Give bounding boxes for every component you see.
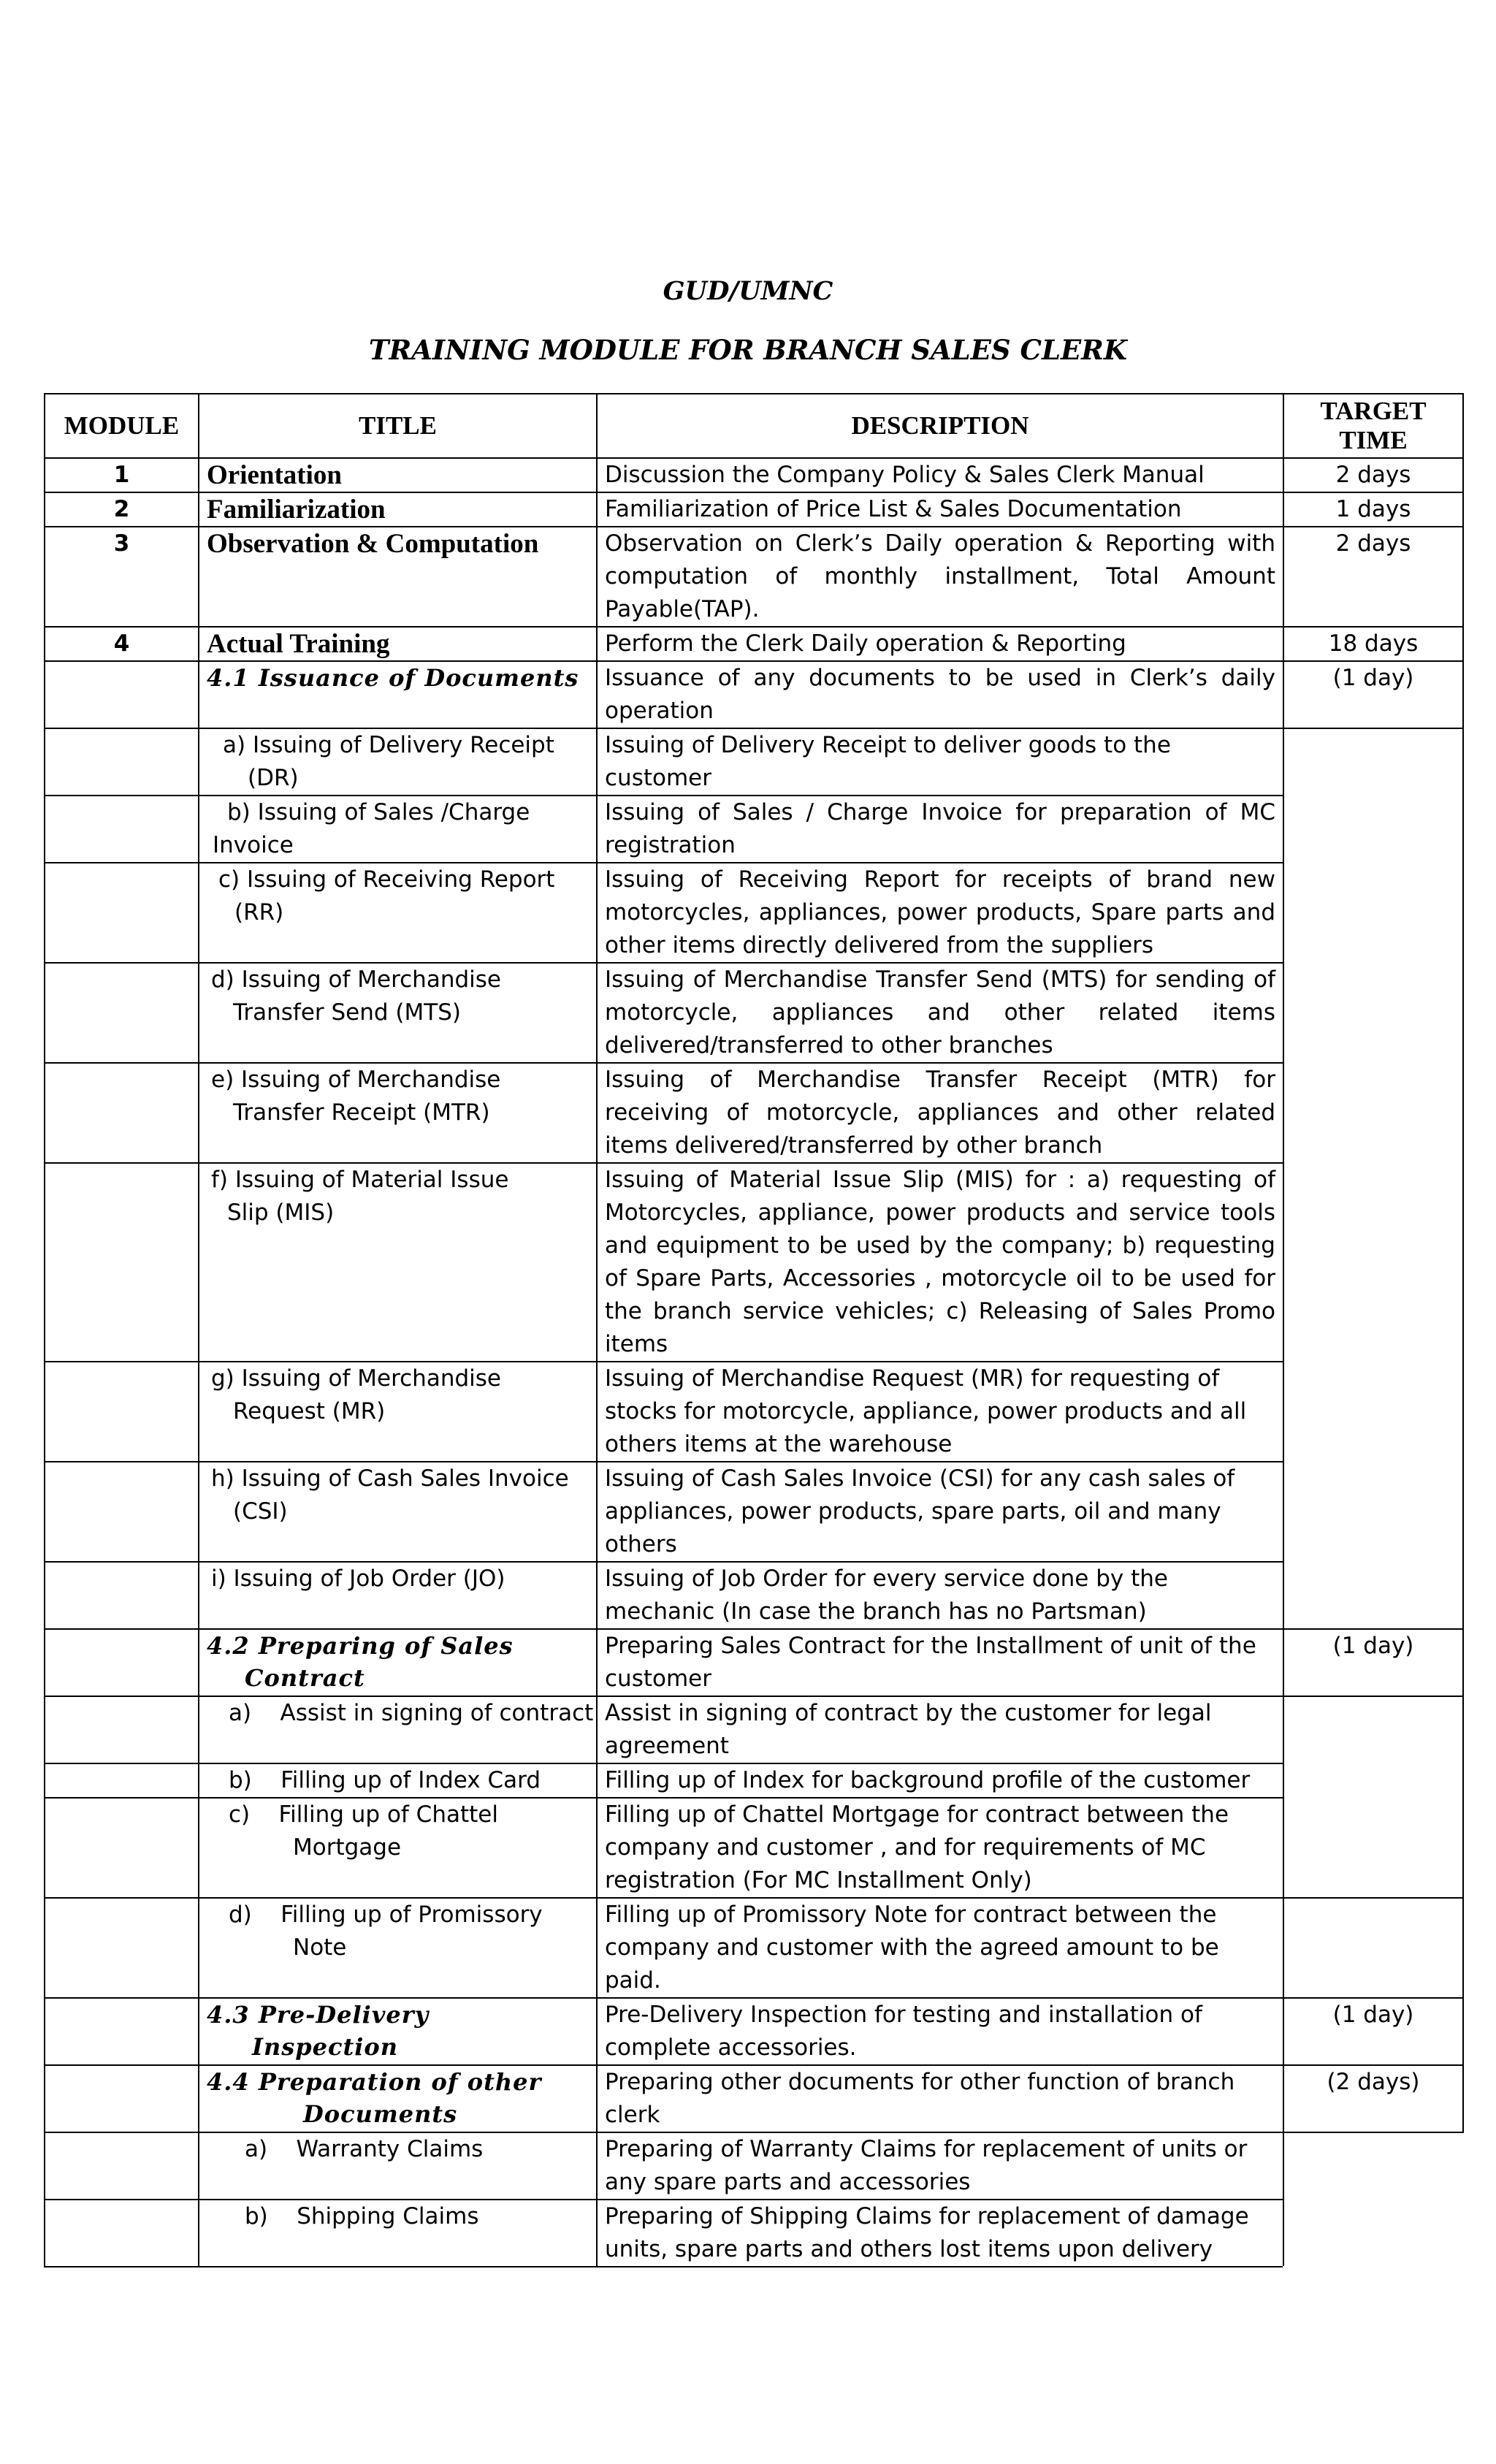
subtask-description: Issuing of Merchandise Transfer Send (MTS) for sending of motorcycle, appliances and other related items delivered/transferred to other branches — [597, 963, 1283, 1063]
subtask-description: Filling up of Index for background profile of the customer — [597, 1763, 1283, 1798]
subtask-title-line: Request (MR) — [233, 1398, 386, 1424]
module-description: Familiarization of Price List & Sales Documentation — [597, 492, 1283, 527]
subtask-title-line: Transfer Send (MTS) — [233, 999, 461, 1026]
empty-cell — [45, 1629, 199, 1696]
subtask-description: Issuing of Receiving Report for receipts of brand new motorcycles, appliances, power products, Spare parts and other items directly delivered from the suppliers — [597, 863, 1283, 963]
subtask-title-line: h) Issuing of Cash Sales Invoice — [211, 1465, 569, 1492]
target-time: 2 days — [1283, 458, 1463, 492]
target-time: (2 days) — [1283, 2065, 1463, 2132]
table-row — [45, 661, 1463, 728]
target-time: 2 days — [1283, 527, 1463, 627]
subtask-title — [199, 1763, 597, 1798]
table-row — [45, 796, 1463, 863]
subtask-title-line: a) Assist in signing of contract — [229, 1700, 594, 1726]
module-description: Discussion the Company Policy & Sales Clerk Manual — [597, 458, 1283, 492]
empty-cell — [45, 1362, 199, 1462]
section-title-line: 4.3 Pre-Delivery — [207, 2001, 430, 2029]
subtask-title-line: g) Issuing of Merchandise — [211, 1365, 501, 1392]
subtask-title — [199, 1898, 597, 1998]
section-title-line: Contract — [245, 1664, 365, 1692]
subtask-title — [199, 2200, 597, 2267]
column-header-module: MODULE — [45, 394, 199, 458]
empty-cell — [45, 963, 199, 1063]
table-row — [45, 1629, 1463, 1696]
target-time: (1 day) — [1283, 661, 1463, 728]
subtask-title — [199, 1063, 597, 1163]
empty-cell — [45, 661, 199, 728]
subtask-title — [199, 2132, 597, 2200]
subtask-title-line: c) Issuing of Receiving Report — [218, 866, 555, 893]
subtask-title-line: (CSI) — [233, 1498, 288, 1525]
module-number: 1 — [45, 458, 199, 492]
subtask-description: Filling up of Chattel Mortgage for contract between the company and customer , and for requirements of MC registration (For MC Installment Only) — [597, 1798, 1283, 1898]
subtask-description: Issuing of Job Order for every service done by the mechanic (In case the branch has no Partsman) — [597, 1562, 1283, 1629]
subtask-title — [199, 1462, 597, 1562]
table-row — [45, 458, 1463, 492]
subtask-description: Issuing of Sales / Charge Invoice for preparation of MC registration — [597, 796, 1283, 863]
subtask-title-line: b) Filling up of Index Card — [229, 1767, 541, 1793]
subtask-description: Issuing of Merchandise Request (MR) for requesting of stocks for motorcycle, appliance, power products and all others items at the warehouse — [597, 1362, 1283, 1462]
subtask-title — [199, 1562, 597, 1629]
subtask-title — [199, 1798, 597, 1898]
module-title: Observation & Computation — [199, 527, 597, 627]
subtask-title-line: Transfer Receipt (MTR) — [233, 1099, 490, 1126]
empty-cell — [45, 863, 199, 963]
section-description: Pre-Delivery Inspection for testing and installation of complete accessories. — [597, 1998, 1283, 2065]
empty-time-cell — [1283, 1696, 1463, 1898]
module-title: Familiarization — [199, 492, 597, 527]
subtask-title — [199, 1163, 597, 1362]
subtask-title — [199, 1362, 597, 1462]
module-number: 3 — [45, 527, 199, 627]
section-description: Preparing Sales Contract for the Installment of unit of the customer — [597, 1629, 1283, 1696]
subtask-title-line: Invoice — [213, 832, 294, 858]
empty-time-cell — [1283, 1898, 1463, 1998]
subtask-description: Issuing of Material Issue Slip (MIS) for : a) requesting of Motorcycles, appliance, power products and service tools and equipment to be used by the company; b) requesting of Spare Parts, Accessories , motorcycle oil to be used for the branch service vehicles; c) Releasing of Sales Promo items — [597, 1163, 1283, 1362]
subtask-title — [199, 863, 597, 963]
subtask-title-line: a) Issuing of Delivery Receipt — [223, 732, 554, 758]
target-time: (1 day) — [1283, 1998, 1463, 2065]
table-row — [45, 963, 1463, 1063]
table-row — [45, 1798, 1463, 1898]
empty-cell — [45, 1696, 199, 1763]
subtask-description: Assist in signing of contract by the customer for legal agreement — [597, 1696, 1283, 1763]
subtask-description: Filling up of Promissory Note for contract between the company and customer with the agreed amount to be paid. — [597, 1898, 1283, 1998]
column-header-title: TITLE — [199, 394, 597, 458]
section-title-line: 4.4 Preparation of other — [207, 2068, 542, 2096]
table-row — [45, 1763, 1463, 1798]
column-header-target-time: TARGET TIME — [1283, 394, 1463, 458]
subtask-title-line: Mortgage — [293, 1834, 402, 1861]
empty-cell — [45, 1562, 199, 1629]
subtask-title-line: Slip (MIS) — [227, 1199, 335, 1226]
subtask-title — [199, 963, 597, 1063]
table-row — [45, 1696, 1463, 1763]
table-row — [45, 1898, 1463, 1998]
empty-cell — [45, 796, 199, 863]
training-module-table — [44, 393, 1464, 2267]
section-title-line: Inspection — [252, 2033, 399, 2061]
table-row — [45, 1998, 1463, 2065]
module-number: 4 — [45, 627, 199, 661]
subtask-title-line: c) Filling up of Chattel — [229, 1801, 498, 1828]
empty-cell — [45, 1898, 199, 1998]
table-row — [45, 1362, 1463, 1462]
section-title — [199, 1629, 597, 1696]
module-title: Actual Training — [199, 627, 597, 661]
subtask-title — [199, 1696, 597, 1763]
module-description: Observation on Clerk’s Daily operation & Reporting with computation of monthly installment, Total Amount Payable(TAP). — [597, 527, 1283, 627]
section-title — [199, 1998, 597, 2065]
section-title-line: Documents — [303, 2100, 458, 2128]
subtask-title-line: (DR) — [248, 765, 299, 791]
subtask-description: Preparing of Warranty Claims for replacement of units or any spare parts and accessories — [597, 2132, 1283, 2200]
subtask-title-line: b) Shipping Claims — [245, 2203, 479, 2230]
empty-time-cell — [1283, 728, 1463, 1629]
target-time: (1 day) — [1283, 1629, 1463, 1696]
empty-cell — [45, 2200, 199, 2267]
subtask-title-line: a) Warranty Claims — [245, 2136, 484, 2162]
empty-time-cell — [1283, 2132, 1463, 2267]
section-title — [199, 2065, 597, 2132]
subtask-title-line: (RR) — [234, 899, 284, 926]
empty-cell — [45, 2065, 199, 2132]
table-row — [45, 863, 1463, 963]
subtask-title-line: d) Filling up of Promissory — [229, 1902, 543, 1928]
empty-cell — [45, 1063, 199, 1163]
subtask-description: Preparing of Shipping Claims for replacement of damage units, spare parts and others lost items upon delivery — [597, 2200, 1283, 2267]
module-title: Orientation — [199, 458, 597, 492]
section-title: 4.1 Issuance of Documents — [199, 661, 597, 728]
table-header-row — [45, 394, 1463, 458]
subtask-title-line: Note — [293, 1934, 347, 1961]
table-row — [45, 1163, 1463, 1362]
document-org-heading: GUD/UMNC — [663, 276, 833, 306]
empty-cell — [45, 1163, 199, 1362]
table-row — [45, 527, 1463, 627]
subtask-title-line: d) Issuing of Merchandise — [211, 966, 501, 993]
table-row — [45, 1063, 1463, 1163]
empty-cell — [45, 2132, 199, 2200]
subtask-title — [199, 728, 597, 796]
table-row — [45, 627, 1463, 661]
subtask-title — [199, 796, 597, 863]
document-title: TRAINING MODULE FOR BRANCH SALES CLERK — [368, 334, 1128, 366]
subtask-description: Issuing of Merchandise Transfer Receipt (MTR) for receiving of motorcycle, appliances and other related items delivered/transferred by other branch — [597, 1063, 1283, 1163]
module-number: 2 — [45, 492, 199, 527]
target-time: 18 days — [1283, 627, 1463, 661]
section-title-line: 4.2 Preparing of Sales — [207, 1632, 514, 1660]
section-description: Preparing other documents for other function of branch clerk — [597, 2065, 1283, 2132]
section-description: Issuance of any documents to be used in Clerk’s daily operation — [597, 661, 1283, 728]
column-header-description: DESCRIPTION — [597, 394, 1283, 458]
subtask-description: Issuing of Delivery Receipt to deliver goods to the customer — [597, 728, 1283, 796]
table-row — [45, 2132, 1463, 2200]
subtask-description: Issuing of Cash Sales Invoice (CSI) for any cash sales of appliances, power products, spare parts, oil and many others — [597, 1462, 1283, 1562]
table-row — [45, 2065, 1463, 2132]
subtask-title-line: i) Issuing of Job Order (JO) — [211, 1565, 505, 1592]
empty-cell — [45, 728, 199, 796]
empty-cell — [45, 1998, 199, 2065]
table-row — [45, 492, 1463, 527]
empty-cell — [45, 1798, 199, 1898]
subtask-title-line: e) Issuing of Merchandise — [211, 1067, 501, 1093]
table-row — [45, 728, 1463, 796]
table-row — [45, 1562, 1463, 1629]
empty-cell — [45, 1462, 199, 1562]
target-time: 1 days — [1283, 492, 1463, 527]
subtask-title-line: f) Issuing of Material Issue — [211, 1167, 509, 1193]
module-description: Perform the Clerk Daily operation & Reporting — [597, 627, 1283, 661]
subtask-title-line: b) Issuing of Sales /Charge — [227, 799, 530, 825]
table-row — [45, 1462, 1463, 1562]
table-row — [45, 2200, 1463, 2267]
empty-cell — [45, 1763, 199, 1798]
